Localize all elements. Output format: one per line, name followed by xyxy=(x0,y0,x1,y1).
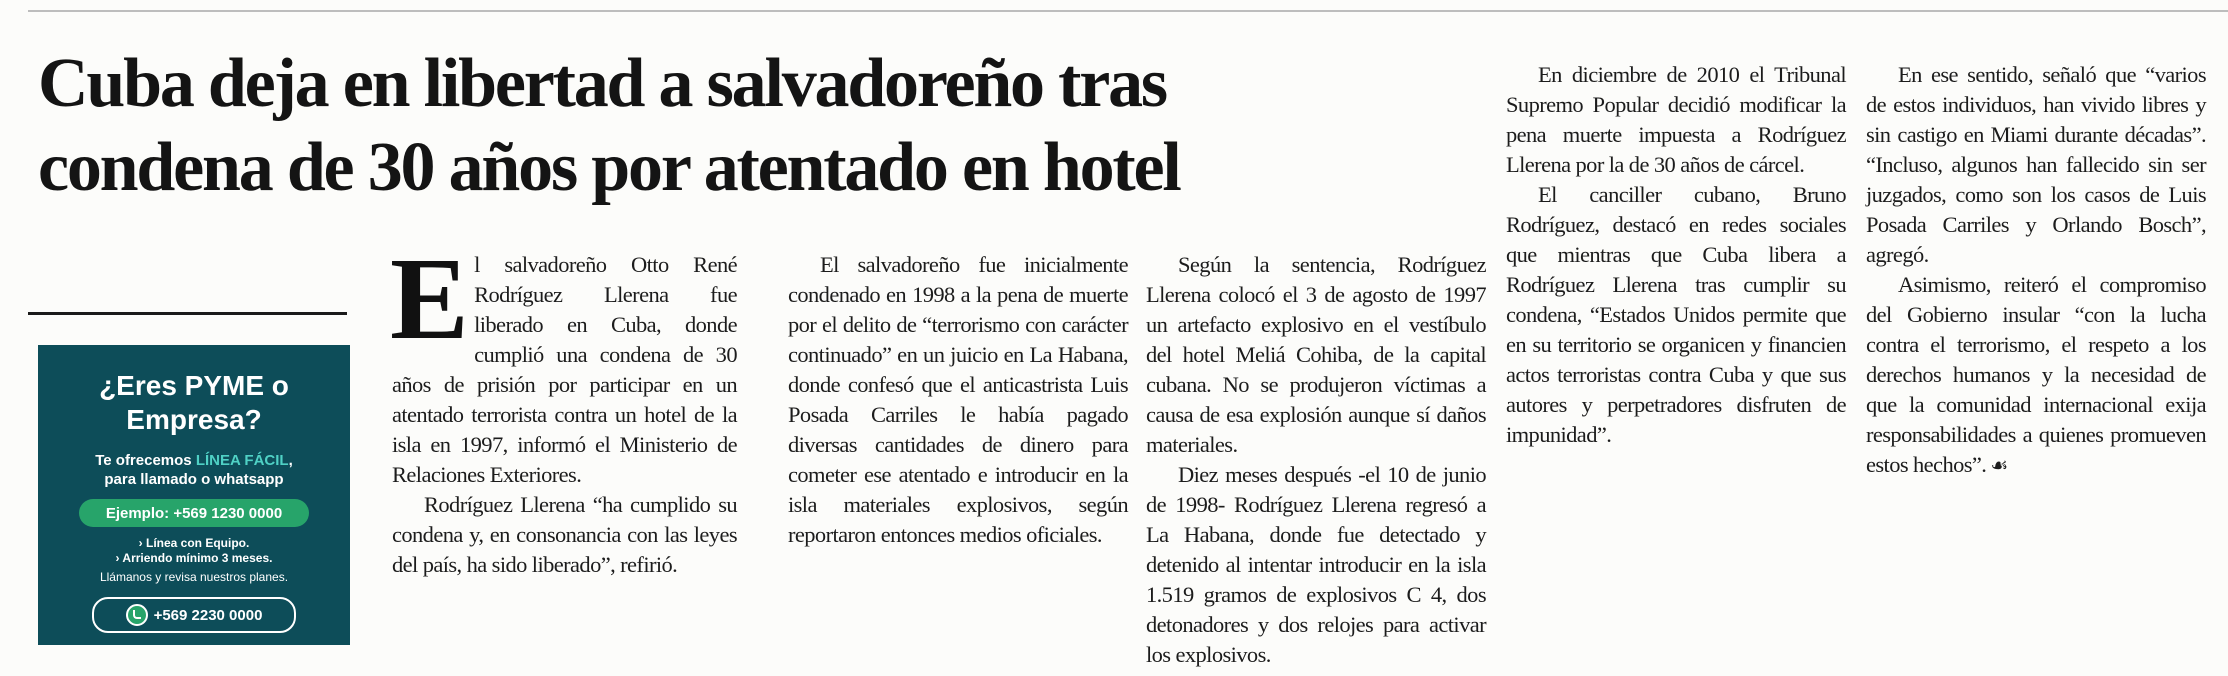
ad-phone-button[interactable] xyxy=(92,597,296,633)
ad-offer-line-2: para llamado o whatsapp xyxy=(104,471,284,488)
article-paragraph-3: El salvadoreño fue inicialmente condenado en 1998 a la pena de muerte por el delito de “terrorismo con carácter continuado” en un juicio en La Habana, donde confesó que el anticastrista Luis Posada Carriles le había pagado diversas cantidades de dinero para cometer ese atentado e introducir en la isla materiales explosivos, según reportaron entonces medios oficiales. xyxy=(788,252,1128,547)
article-column-5 xyxy=(1866,60,2206,481)
article-paragraph-5: Diez meses después -el 10 de junio de 1998- Rodríguez Llerena regresó a La Habana, donde fue detectado y detenido al intentar introducir en la isla 1.519 gramos de explosivos C 4, dos detonadores y dos relojes para activar los explosivos. xyxy=(1146,462,1486,667)
article-paragraph-9 xyxy=(1866,270,2206,481)
ad-example-button[interactable]: Ejemplo: +569 1230 0000 xyxy=(79,499,309,527)
headline-line-2: condena de 30 años por atentado en hotel xyxy=(38,129,1180,206)
whatsapp-icon xyxy=(126,604,148,626)
top-divider xyxy=(28,10,2228,12)
ad-title xyxy=(38,369,350,437)
ad-offer-highlight: LÍNEA FÁCIL xyxy=(195,452,289,469)
article-paragraph-6: En diciembre de 2010 el Tribunal Supremo Popular decidió modificar la pena muerte impuesta a Rodríguez Llerena por la de 30 años de cárcel. xyxy=(1506,62,1846,177)
end-mark-icon: ☙ xyxy=(1990,455,2008,477)
article-paragraph-7: El canciller cubano, Bruno Rodríguez, destacó en redes sociales que mientras que Cuba libera a Rodríguez Llerena tras cumplir su condena, “Estados Unidos permite que en su territorio se organicen y financien actos terroristas contra Cuba y que sus autores y perpetradores disfruten de impunidad”. xyxy=(1506,182,1846,447)
article-paragraph-1-text: l salvadoreño Otto René Rodríguez Llerena fue liberado en Cuba, donde cumplió una condena de 30 años de prisión por participar en un atentado terrorista contra un hotel de la isla en 1997, informó el Ministerio de Relaciones Exteriores. xyxy=(392,252,737,487)
ad-bullet-1: › Línea con Equipo. xyxy=(138,536,250,550)
ad-offer xyxy=(38,451,350,489)
advertisement[interactable] xyxy=(38,345,350,645)
side-rule xyxy=(28,312,347,315)
ad-bullets xyxy=(38,536,350,566)
article-column-4 xyxy=(1506,60,1846,450)
ad-cta: Llámanos y revisa nuestros planes. xyxy=(99,570,289,584)
ad-offer-prefix: Te ofrecemos xyxy=(95,452,196,469)
article-column-2 xyxy=(788,250,1128,550)
article-paragraph-9-text: Asimismo, reiteró el compromiso del Gobierno insular “con la lucha contra el terrorismo, el respeto a los derechos humanos y la necesidad de que la comunidad internacional exija responsabilidades a quienes promueven estos hechos”. xyxy=(1866,272,2206,477)
dropcap: E xyxy=(390,233,469,364)
ad-phone-number: +569 2230 0000 xyxy=(153,606,263,624)
article-paragraph-1 xyxy=(390,233,737,490)
article-paragraph-4: Según la sentencia, Rodríguez Llerena colocó el 3 de agosto de 1997 un artefacto explosivo en el vestíbulo del hotel Meliá Cohiba, de la capital cubana. No se produjeron víctimas a causa de esa explosión aunque sí daños materiales. xyxy=(1146,252,1486,457)
ad-bullet-2: › Arriendo mínimo 3 meses. xyxy=(115,551,273,565)
ad-title-line-2: Empresa? xyxy=(126,404,262,435)
article-paragraph-8: En ese sentido, señaló que “varios de estos individuos, han vivido libres y sin castigo en Miami durante décadas”. “Incluso, algunos han fallecido sin ser juzgados, como son los casos de Luis Posada Carriles y Orlando Bosch”, agregó. xyxy=(1866,62,2206,267)
headline xyxy=(38,42,1438,210)
ad-offer-suffix: , xyxy=(288,452,293,469)
article-paragraph-2: Rodríguez Llerena “ha cumplido su condena y, en consonancia con las leyes del país, ha sido liberado”, refirió. xyxy=(392,492,737,577)
article-column-1 xyxy=(390,233,737,580)
headline-line-1: Cuba deja en libertad a salvadoreño tras xyxy=(38,45,1166,122)
ad-title-line-1: ¿Eres PYME o xyxy=(99,370,289,401)
article-column-3 xyxy=(1146,250,1486,670)
